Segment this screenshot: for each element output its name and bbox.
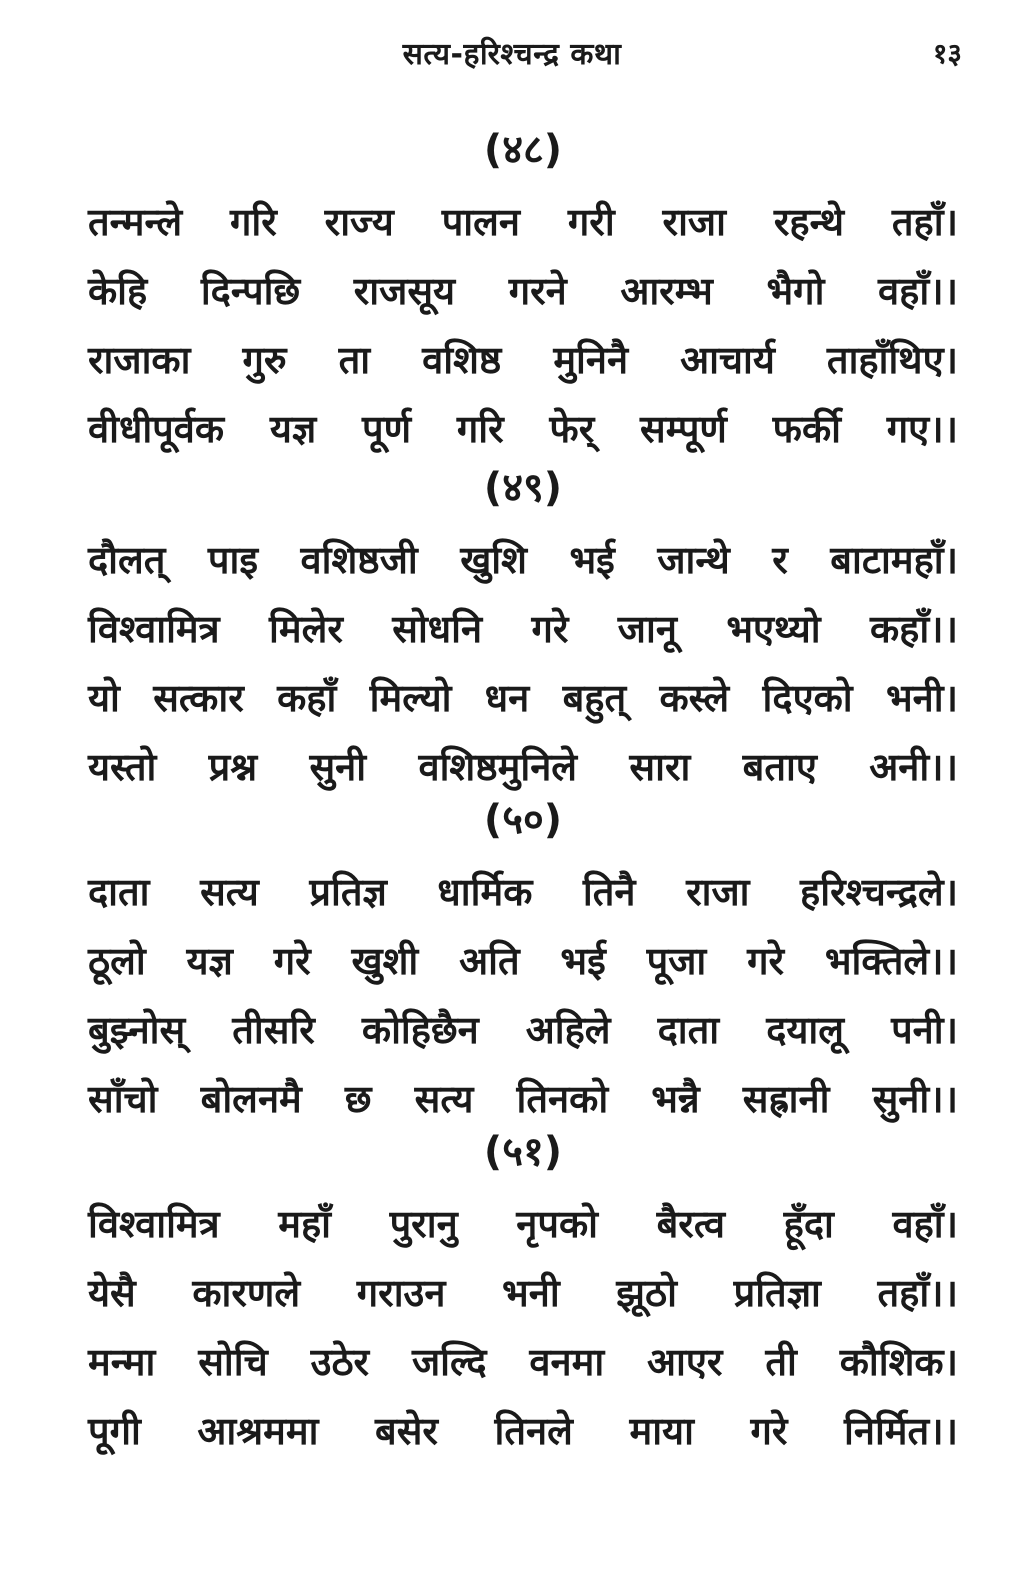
verse-line: येसै कारणले गराउन भनी झूठो प्रतिज्ञा तहाँ।।	[88, 1271, 958, 1315]
stanza-number: (५०)	[483, 797, 563, 843]
verse-line: वीधीपूर्वक यज्ञ पूर्ण गरि फेर् सम्पूर्ण फर्की गए।।	[88, 407, 958, 451]
verse-line: यो सत्कार कहाँ मिल्यो धन बहुत् कस्ले दिएको भनी।	[88, 676, 958, 720]
stanza-51	[88, 1120, 958, 1466]
stanza-50	[88, 788, 958, 1134]
stanza-number: (४९)	[483, 465, 563, 511]
verse-line: विश्वामित्र मिलेर सोधनि गरे जानू भएथ्यो कहाँ।।	[88, 607, 958, 651]
verse-line: दौलत् पाइ वशिष्ठजी खुशि भई जान्थे र बाटामहाँ।	[88, 538, 958, 582]
verse-line: केहि दिन्पछि राजसूय गरने आरम्भ भैगो वहाँ।।	[88, 269, 958, 313]
stanza-49	[88, 456, 958, 802]
stanza-48	[88, 118, 958, 464]
verse-line: राजाका गुरु ता वशिष्ठ मुनिनै आचार्य ताहाँथिए।	[88, 338, 958, 382]
verse-line: पूगी आश्रममा बसेर तिनले माया गरे निर्मित।।	[88, 1409, 958, 1453]
page-number: १३	[932, 37, 962, 70]
verse-line: ठूलो यज्ञ गरे खुशी अति भई पूजा गरे भक्तिले।।	[88, 939, 958, 983]
verse-line: यस्तो प्रश्न सुनी वशिष्ठमुनिले सारा बताए अनी।।	[88, 745, 958, 789]
page-title: सत्य-हरिश्चन्द्र कथा	[402, 37, 622, 72]
verse-line: विश्वामित्र महाँ पुरानु नृपको बैरत्व हूँदा वहाँ।	[88, 1202, 958, 1246]
stanza-number: (४८)	[483, 127, 563, 173]
verse-line: तन्मन्ले गरि राज्य पालन गरी राजा रहन्थे तहाँ।	[88, 200, 958, 244]
verse-line: मन्मा सोचि उठेर जल्दि वनमा आएर ती कौशिक।	[88, 1340, 958, 1384]
verse-line: दाता सत्य प्रतिज्ञ धार्मिक तिनै राजा हरिश्चन्द्रले।	[88, 870, 958, 914]
verse-line: साँचो बोलनमै छ सत्य तिनको भन्नै सह्रानी सुनी।।	[88, 1077, 958, 1121]
running-header	[0, 28, 1024, 78]
stanza-number: (५१)	[483, 1129, 563, 1175]
verse-line: बुझ्नोस् तीसरि कोहिछैन अहिले दाता दयालू पनी।	[88, 1008, 958, 1052]
